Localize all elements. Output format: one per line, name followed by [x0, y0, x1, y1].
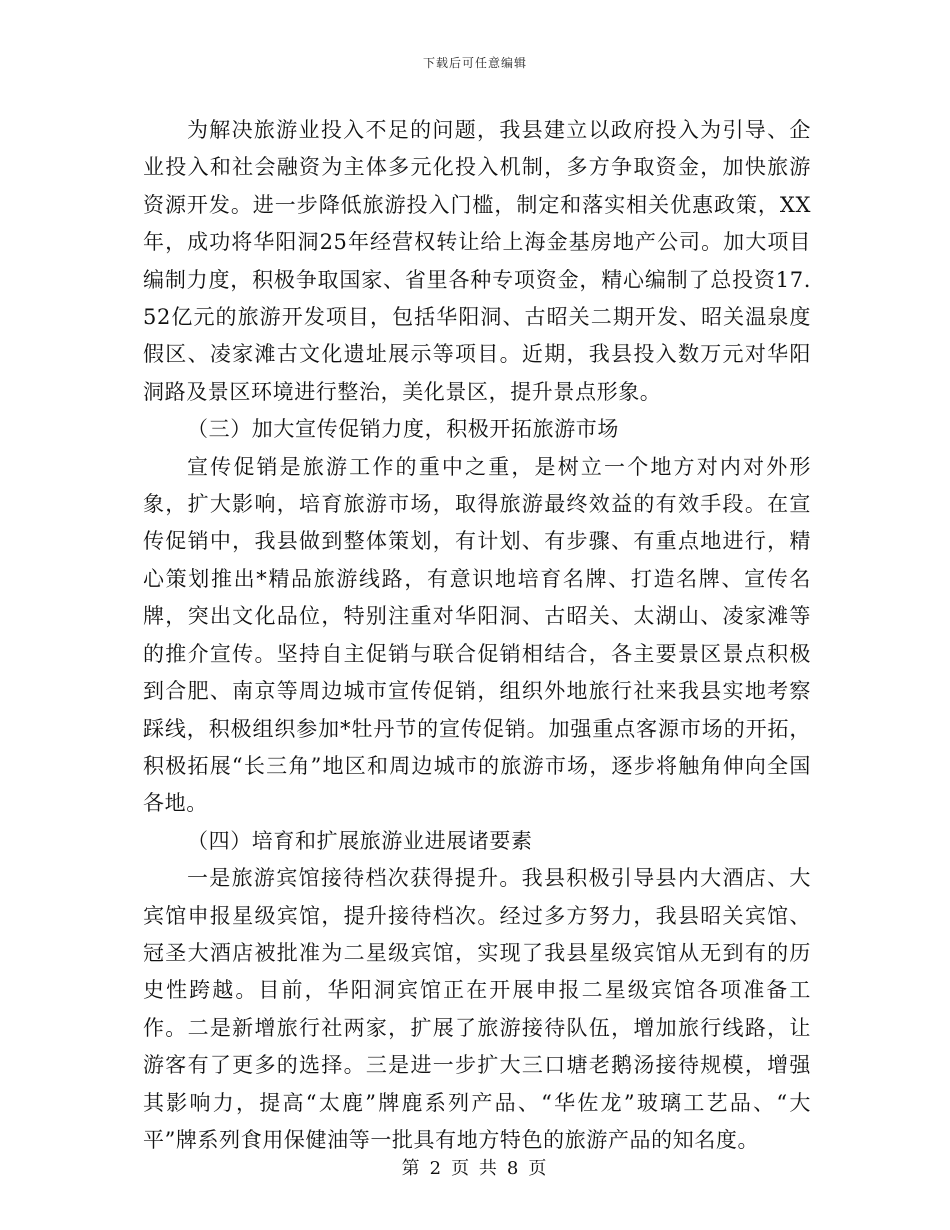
paragraph-promotion: 宣传促销是旅游工作的重中之重，是树立一个地方对内对外形象，扩大影响，培育旅游市场，取得旅游最终效益的有效手段。在宣传促销中，我县做到整体策划，有计划、有步骤、有重点地进行，精心策划推出*精品旅游线路，有意识地培育名牌、打造名牌、宣传名牌，突出文化品位，特别注重对华阳洞、古昭关、太湖山、凌家滩等的推介宣传。坚持自主促销与联合促销相结合，各主要景区景点积极到合肥、南京等周边城市宣传促销，组织外地旅行社来我县实地考察踩线，积极组织参加*牡丹节的宣传促销。加强重点客源市场的开拓，积极拓展“长三角”地区和周边城市的旅游市场，逐步将触角伸向全国各地。	[143, 454, 811, 816]
document-body	[143, 112, 811, 1159]
header-note: 下载后可任意编辑	[422, 56, 527, 70]
footer-middle: 页 共	[451, 1158, 499, 1179]
paragraph-elements: 一是旅游宾馆接待档次获得提升。我县积极引导县内大酒店、大宾馆申报星级宾馆，提升接待档次。经过多方努力，我县昭关宾馆、冠圣大酒店被批准为二星级宾馆，实现了我县星级宾馆从无到有的历史性跨越。目前，华阳洞宾馆正在开展申报二星级宾馆各项准备工作。二是新增旅行社两家，扩展了旅游接待队伍，增加旅行线路，让游客有了更多的选择。三是进一步扩大三口塘老鹅汤接待规模，增强其影响力，提高“太鹿”牌鹿系列产品、“华佐龙”玻璃工艺品、“大平”牌系列食用保健油等一批具有地方特色的旅游产品的知名度。	[143, 866, 811, 1152]
footer-suffix: 页	[528, 1158, 549, 1179]
page-footer	[0, 1154, 950, 1180]
footer-prefix: 第	[401, 1158, 422, 1179]
paragraph-investment: 为解决旅游业投入不足的问题，我县建立以政府投入为引导、企业投入和社会融资为主体多元化投入机制，多方争取资金，加快旅游资源开发。进一步降低旅游投入门槛，制定和落实相关优惠政策，XX年，成功将华阳洞25年经营权转让给上海金基房地产公司。加大项目编制力度，积极争取国家、省里各种专项资金，精心编制了总投资17.52亿元的旅游开发项目，包括华阳洞、古昭关二期开发、昭关温泉度假区、凌家滩古文化遗址展示等项目。近期，我县投入数万元对华阳洞路及景区环境进行整治，美化景区，提升景点形象。	[143, 118, 811, 404]
section-heading-3: （三）加大宣传促销力度，积极开拓旅游市场	[187, 417, 619, 442]
page-total: 8	[506, 1158, 521, 1179]
section-heading-4: （四）培育和扩展旅游业进展诸要素	[187, 828, 533, 853]
page-current: 2	[429, 1158, 444, 1179]
